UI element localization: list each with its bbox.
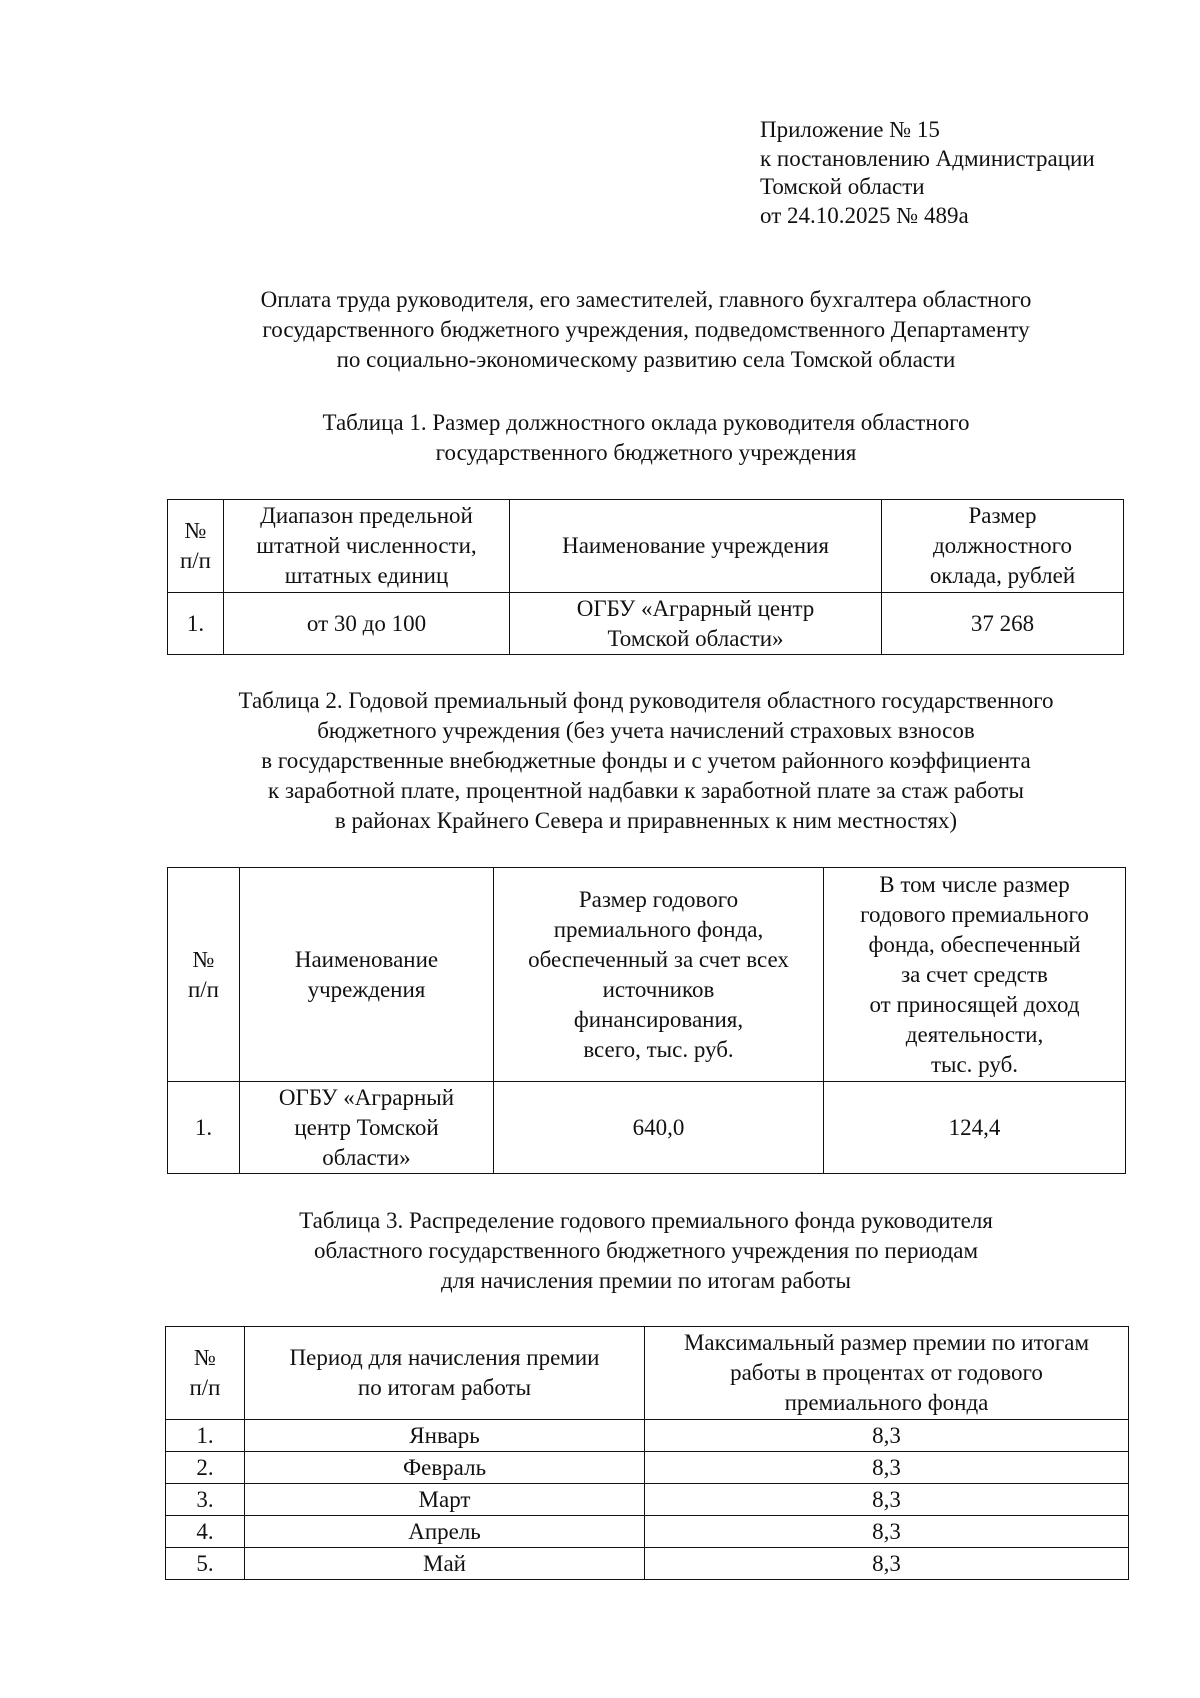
heading-line: по социально-экономическому развитию села Томской области [336, 347, 956, 372]
table2-header-num: № п/п [168, 868, 240, 1082]
document-heading [100, 285, 1192, 375]
appendix-line: к постановлению Администрации [760, 145, 1095, 171]
table1-cell-salary: 37 268 [882, 593, 1124, 655]
table2-caption [100, 686, 1192, 836]
table3-cell-num: 3. [166, 1484, 245, 1516]
table3-cell-num: 4. [166, 1516, 245, 1548]
table1-header-name: Наименование учреждения [510, 500, 882, 593]
appendix-block [760, 116, 1095, 230]
table3-cell-value: 8,3 [645, 1548, 1129, 1580]
table1-cell-range: от 30 до 100 [224, 593, 510, 655]
table2-header-row [168, 868, 1126, 1082]
table3-cell-period: Март [245, 1484, 645, 1516]
table3-cell-value: 8,3 [645, 1516, 1129, 1548]
heading-line: Оплата труда руководителя, его заместителей, главного бухгалтера областного [260, 287, 1032, 312]
caption-line: для начисления премии по итогам работы [441, 1268, 851, 1293]
caption-line: областного государственного бюджетного учреждения по периодам [313, 1238, 979, 1263]
table1-caption [100, 408, 1192, 468]
table3-cell-num: 1. [166, 1420, 245, 1452]
appendix-line: от 24.10.2025 № 489а [760, 202, 969, 228]
table2-cell-income: 124,4 [824, 1082, 1126, 1174]
table1-cell-name: ОГБУ «Аграрный центр Томской области» [510, 593, 882, 655]
table2-header-name: Наименование учреждения [240, 868, 494, 1082]
appendix-line: Приложение № 15 [760, 117, 940, 142]
table3-cell-value: 8,3 [645, 1452, 1129, 1484]
table2-cell-total: 640,0 [494, 1082, 824, 1174]
caption-line: бюджетного учреждения (без учета начислений страховых взносов [317, 718, 975, 743]
table-row [166, 1420, 1129, 1452]
table3-cell-num: 5. [166, 1548, 245, 1580]
caption-line: Таблица 3. Распределение годового премиального фонда руководителя [299, 1208, 993, 1233]
caption-line: в районах Крайнего Севера и приравненных к ним местностях) [334, 808, 958, 833]
table3-cell-period: Апрель [245, 1516, 645, 1548]
table-row [168, 1082, 1126, 1174]
table1 [167, 499, 1124, 655]
table-row [166, 1484, 1129, 1516]
appendix-line: Томской области [760, 174, 925, 199]
table3-caption [100, 1206, 1192, 1296]
table3 [165, 1326, 1129, 1580]
table3-cell-period: Май [245, 1548, 645, 1580]
heading-line: государственного бюджетного учреждения, подведомственного Департаменту [262, 317, 1030, 342]
table1-header-salary: Размер должностного оклада, рублей [882, 500, 1124, 593]
caption-line: государственного бюджетного учреждения [435, 440, 857, 465]
table3-header-row [166, 1327, 1129, 1420]
table-row [166, 1516, 1129, 1548]
table2-header-income: В том числе размер годового премиального фонда, обеспеченный за счет средств от приносящей доход деятельности, тыс. руб. [824, 868, 1126, 1082]
table1-cell-num: 1. [168, 593, 224, 655]
table-row [168, 593, 1124, 655]
caption-line: к заработной плате, процентной надбавки к заработной плате за стаж работы [268, 778, 1024, 803]
table1-header-range: Диапазон предельной штатной численности, штатных единиц [224, 500, 510, 593]
table2-cell-num: 1. [168, 1082, 240, 1174]
table3-header-period: Период для начисления премии по итогам работы [245, 1327, 645, 1420]
caption-line: в государственные внебюджетные фонды и с учетом районного коэффициента [261, 748, 1031, 773]
table-row [166, 1452, 1129, 1484]
table3-cell-value: 8,3 [645, 1484, 1129, 1516]
table1-header-num: № п/п [168, 500, 224, 593]
table3-cell-num: 2. [166, 1452, 245, 1484]
caption-line: Таблица 1. Размер должностного оклада руководителя областного [322, 410, 970, 435]
table3-cell-period: Январь [245, 1420, 645, 1452]
table3-cell-period: Февраль [245, 1452, 645, 1484]
table3-header-num: № п/п [166, 1327, 245, 1420]
table1-header-row [168, 500, 1124, 593]
table-row [166, 1548, 1129, 1580]
caption-line: Таблица 2. Годовой премиальный фонд руководителя областного государственного [238, 688, 1054, 713]
table3-cell-value: 8,3 [645, 1420, 1129, 1452]
table3-header-max: Максимальный размер премии по итогам работы в процентах от годового премиального фонда [645, 1327, 1129, 1420]
table2-cell-name: ОГБУ «Аграрный центр Томской области» [240, 1082, 494, 1174]
table2 [167, 867, 1126, 1174]
table2-header-total: Размер годового премиального фонда, обеспеченный за счет всех источников финансирования, всего, тыс. руб. [494, 868, 824, 1082]
